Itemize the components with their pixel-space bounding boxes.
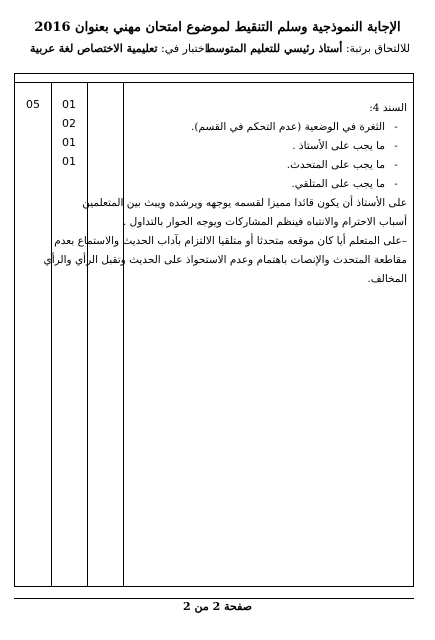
bullet-item: - ما يجب على المتحدث. <box>127 156 407 175</box>
paragraph-line: مقاطعة المتحدث والإنصات باهتمام وعدم الاستحواذ على الحديث وتقبل الرأي والرأي <box>43 254 407 266</box>
paragraph-line: –على المتعلم أيا كان موقعه متحدثا أو متلقيا الالتزام بآداب الحديث والاستماع بعدم <box>54 235 407 247</box>
item-score: 01 <box>62 136 76 149</box>
grid-top-rule <box>15 82 413 83</box>
bullet-item: - الثغرة في الوضعية (عدم التحكم في القسم). <box>127 118 407 137</box>
item-score: 01 <box>62 98 76 111</box>
document-title: الإجابة النموذجية وسلم التنقيط لموضوع امتحان مهني بعنوان 2016 <box>34 20 401 35</box>
bullet-item: - ما يجب على الأستاذ . <box>127 137 407 156</box>
footer-rule <box>14 598 414 599</box>
section-heading: السند 4: <box>369 102 407 114</box>
grid-column-divider <box>123 82 124 586</box>
rank-value: أستاذ رئيسي للتعليم المتوسط <box>204 42 343 55</box>
grid-column-divider <box>87 82 88 586</box>
exam-info <box>30 42 208 55</box>
item-score: 01 <box>62 155 76 168</box>
answer-grid <box>14 73 414 587</box>
paragraph-line: على الأستاذ أن يكون قائدا مميزا لقسمه يوجهه ويرشده ويبث بين المتعلمين <box>82 197 407 209</box>
item-score: 02 <box>62 117 76 130</box>
bullet-item: - ما يجب على المتلقي. <box>127 175 407 194</box>
exam-value: تعليمية الاختصاص لغة عربية <box>30 42 158 55</box>
exam-info-line <box>30 42 410 58</box>
rank-info <box>205 42 410 55</box>
rank-label: للالتحاق برتبة: <box>345 42 410 55</box>
total-score: 05 <box>26 98 40 111</box>
page-number: صفحة 2 من 2 <box>183 600 252 613</box>
paragraph-line: المخالف. <box>367 273 407 285</box>
paragraph-line: أسباب الاحترام والانتباه فينظم المشاركات ويوجه الحوار بالتداول . <box>122 216 407 228</box>
exam-label: اختبار في: <box>161 42 208 55</box>
